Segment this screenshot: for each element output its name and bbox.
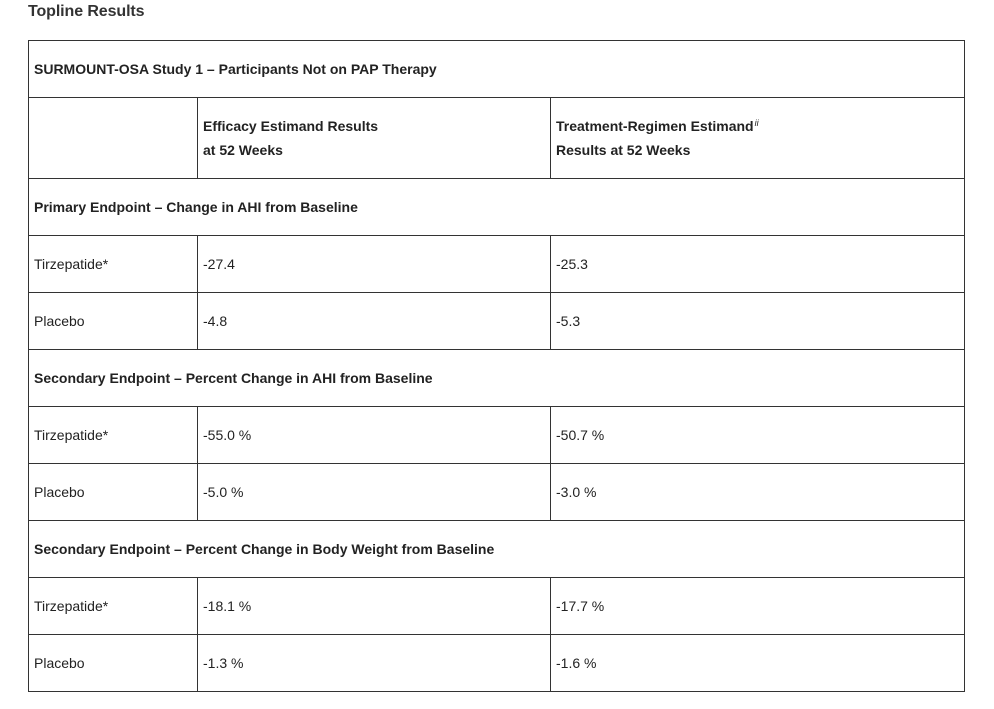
treatment-regimen-value: -3.0 % <box>551 464 965 521</box>
efficacy-value: -4.8 <box>198 293 551 350</box>
table-row <box>29 464 965 521</box>
table-row <box>29 236 965 293</box>
efficacy-value: -5.0 % <box>198 464 551 521</box>
section-title: Secondary Endpoint – Percent Change in AHI from Baseline <box>29 350 965 407</box>
section-title: Secondary Endpoint – Percent Change in Body Weight from Baseline <box>29 521 965 578</box>
topline-results-table <box>28 40 965 692</box>
treatment-regimen-value: -1.6 % <box>551 635 965 692</box>
column-header-efficacy <box>198 98 551 179</box>
row-label: Placebo <box>29 464 198 521</box>
row-label: Placebo <box>29 635 198 692</box>
study-title-row <box>29 41 965 98</box>
treatment-header-line1: Treatment-Regimen Estimand <box>556 118 754 134</box>
section-header-row <box>29 179 965 236</box>
treatment-regimen-value: -17.7 % <box>551 578 965 635</box>
treatment-header-line2: Results at 52 Weeks <box>556 142 691 158</box>
column-header-empty <box>29 98 198 179</box>
table-row <box>29 293 965 350</box>
section-header-row <box>29 350 965 407</box>
section-header-row <box>29 521 965 578</box>
efficacy-value: -27.4 <box>198 236 551 293</box>
treatment-regimen-value: -5.3 <box>551 293 965 350</box>
column-header-treatment-regimen <box>551 98 965 179</box>
study-title: SURMOUNT-OSA Study 1 – Participants Not on PAP Therapy <box>29 41 965 98</box>
efficacy-header-line1: Efficacy Estimand Results <box>203 118 379 134</box>
row-label: Tirzepatide* <box>29 578 198 635</box>
footnote-marker: ii <box>754 118 759 128</box>
efficacy-value: -1.3 % <box>198 635 551 692</box>
table-row <box>29 578 965 635</box>
section-title: Primary Endpoint – Change in AHI from Baseline <box>29 179 965 236</box>
treatment-regimen-value: -25.3 <box>551 236 965 293</box>
efficacy-value: -18.1 % <box>198 578 551 635</box>
table-row <box>29 407 965 464</box>
table-row <box>29 635 965 692</box>
treatment-regimen-value: -50.7 % <box>551 407 965 464</box>
row-label: Tirzepatide* <box>29 407 198 464</box>
row-label: Tirzepatide* <box>29 236 198 293</box>
column-header-row <box>29 98 965 179</box>
row-label: Placebo <box>29 293 198 350</box>
page-title: Topline Results <box>28 3 145 20</box>
efficacy-header-line2: at 52 Weeks <box>203 142 283 158</box>
efficacy-value: -55.0 % <box>198 407 551 464</box>
